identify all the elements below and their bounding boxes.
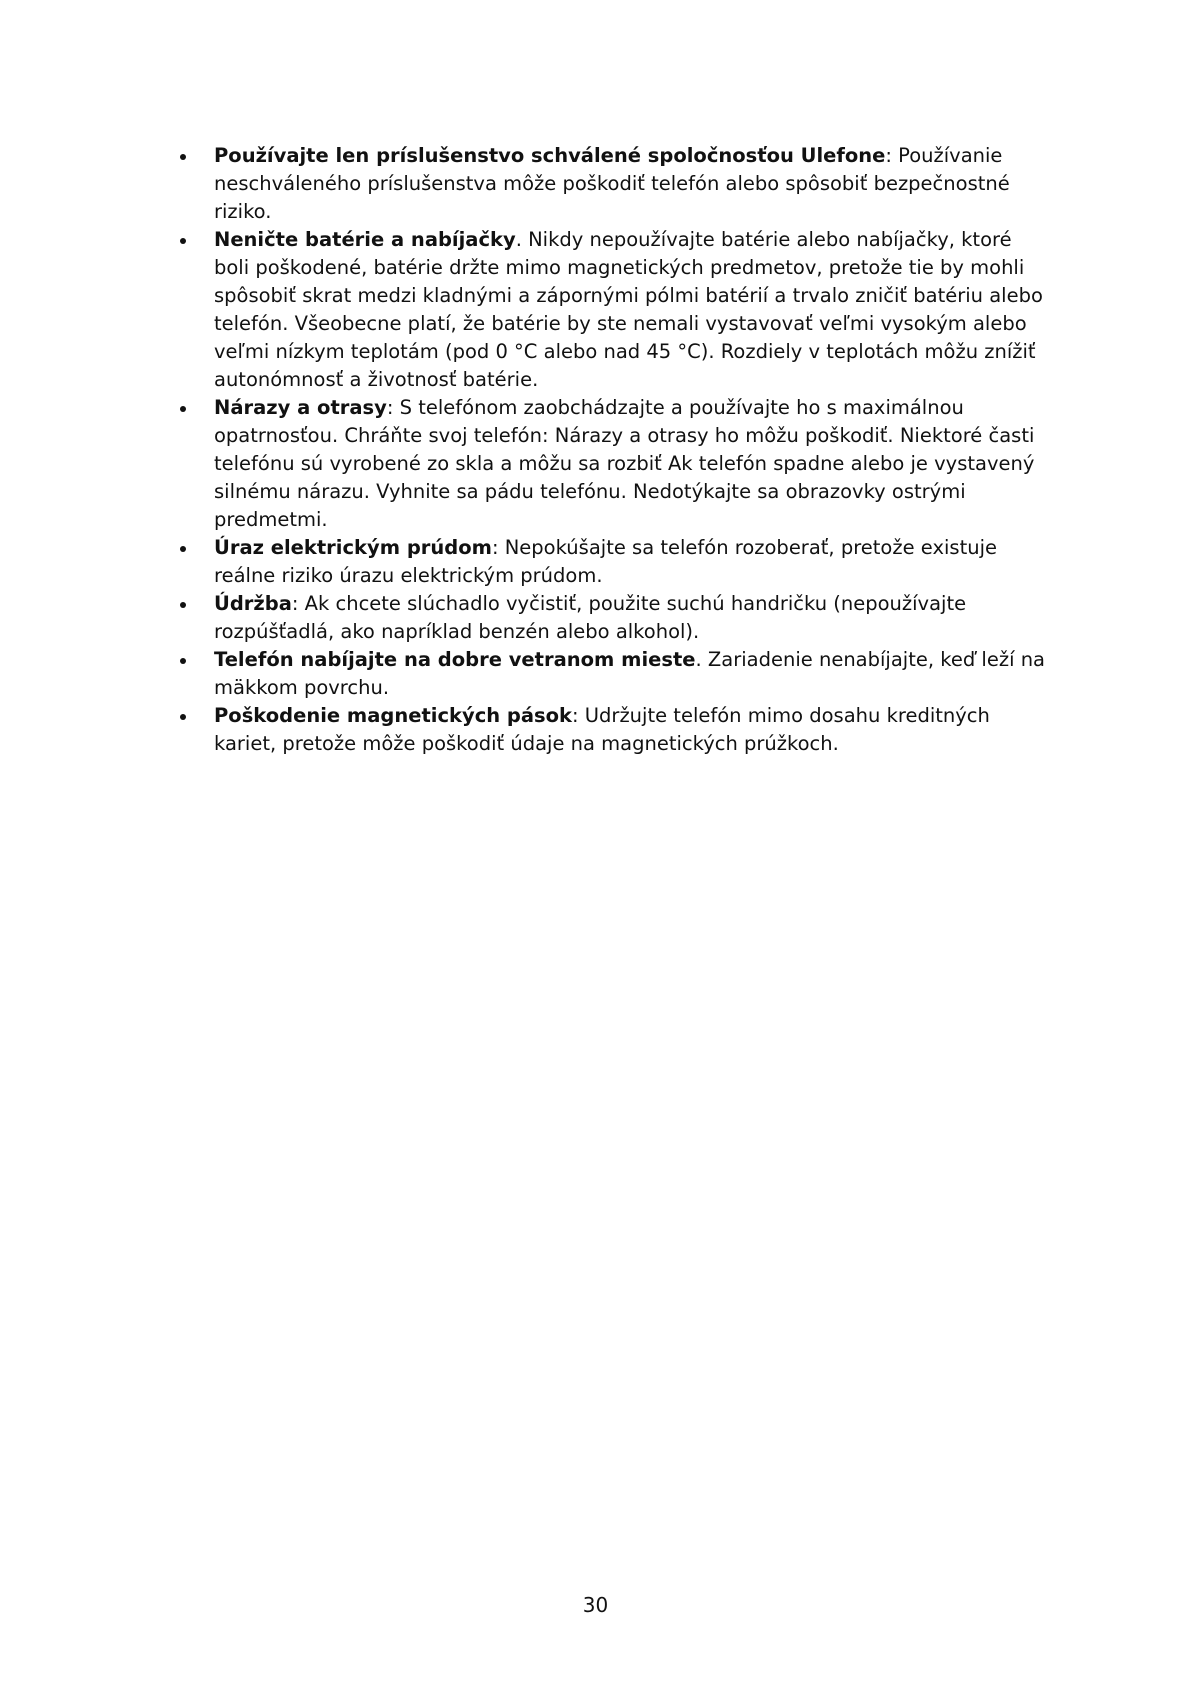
list-item <box>172 534 1052 590</box>
bullet-icon <box>180 602 186 608</box>
list-item <box>172 590 1052 646</box>
item-text: : Používanie neschváleného príslušenstva môže poškodiť telefón alebo spôsobiť bezpečnostné riziko. <box>214 144 1010 223</box>
bullet-icon <box>180 238 186 244</box>
item-heading: Nárazy a otrasy <box>214 396 387 419</box>
item-heading: Údržba <box>214 592 292 615</box>
list-item <box>172 142 1052 226</box>
item-text: : Ak chcete slúchadlo vyčistiť, použite suchú handričku (nepoužívajte rozpúšťadlá, ako napríklad benzén alebo alkohol). <box>214 592 967 643</box>
item-heading: Používajte len príslušenstvo schválené spoločnosťou Ulefone <box>214 144 886 167</box>
safety-bullet-list <box>172 142 1052 758</box>
bullet-icon <box>180 406 186 412</box>
item-heading: Neničte batérie a nabíjačky <box>214 228 516 251</box>
item-heading: Poškodenie magnetických pások <box>214 704 573 727</box>
bullet-icon <box>180 658 186 664</box>
bullet-icon <box>180 154 186 160</box>
item-heading: Úraz elektrickým prúdom <box>214 536 492 559</box>
bullet-icon <box>180 546 186 552</box>
item-text: . Nikdy nepoužívajte batérie alebo nabíjačky, ktoré boli poškodené, batérie držte mimo magnetických predmetov, pretože tie by mohli spôsobiť skrat medzi kladnými a zápornými pólmi batérií a trvalo zničiť batériu alebo telefón. Všeobecne platí, že batérie by ste nemali vystavovať veľmi vysokým alebo veľmi nízkym teplotám (pod 0 °C alebo nad 45 °C). Rozdiely v teplotách môžu znížiť autonómnosť a životnosť batérie. <box>214 228 1043 391</box>
item-text: : Nepokúšajte sa telefón rozoberať, pretože existuje reálne riziko úrazu elektrickým prúdom. <box>214 536 997 587</box>
item-heading: Telefón nabíjajte na dobre vetranom mieste <box>214 648 696 671</box>
list-item <box>172 226 1052 394</box>
bullet-icon <box>180 714 186 720</box>
list-item <box>172 646 1052 702</box>
item-text: . Zariadenie nenabíjajte, keď leží na mäkkom povrchu. <box>214 648 1045 699</box>
item-text: : S telefónom zaobchádzajte a používajte ho s maximálnou opatrnosťou. Chráňte svoj telefón: Nárazy a otrasy ho môžu poškodiť. Niektoré časti telefónu sú vyrobené zo skla a môžu sa rozbiť Ak telefón spadne alebo je vystavený silnému nárazu. Vyhnite sa pádu telefónu. Nedotýkajte sa obrazovky ostrými predmetmi. <box>214 396 1035 531</box>
list-item <box>172 394 1052 534</box>
page-number: 30 <box>582 1593 609 1617</box>
item-text: : Udržujte telefón mimo dosahu kreditných kariet, pretože môže poškodiť údaje na magnetických prúžkoch. <box>214 704 990 755</box>
list-item <box>172 702 1052 758</box>
